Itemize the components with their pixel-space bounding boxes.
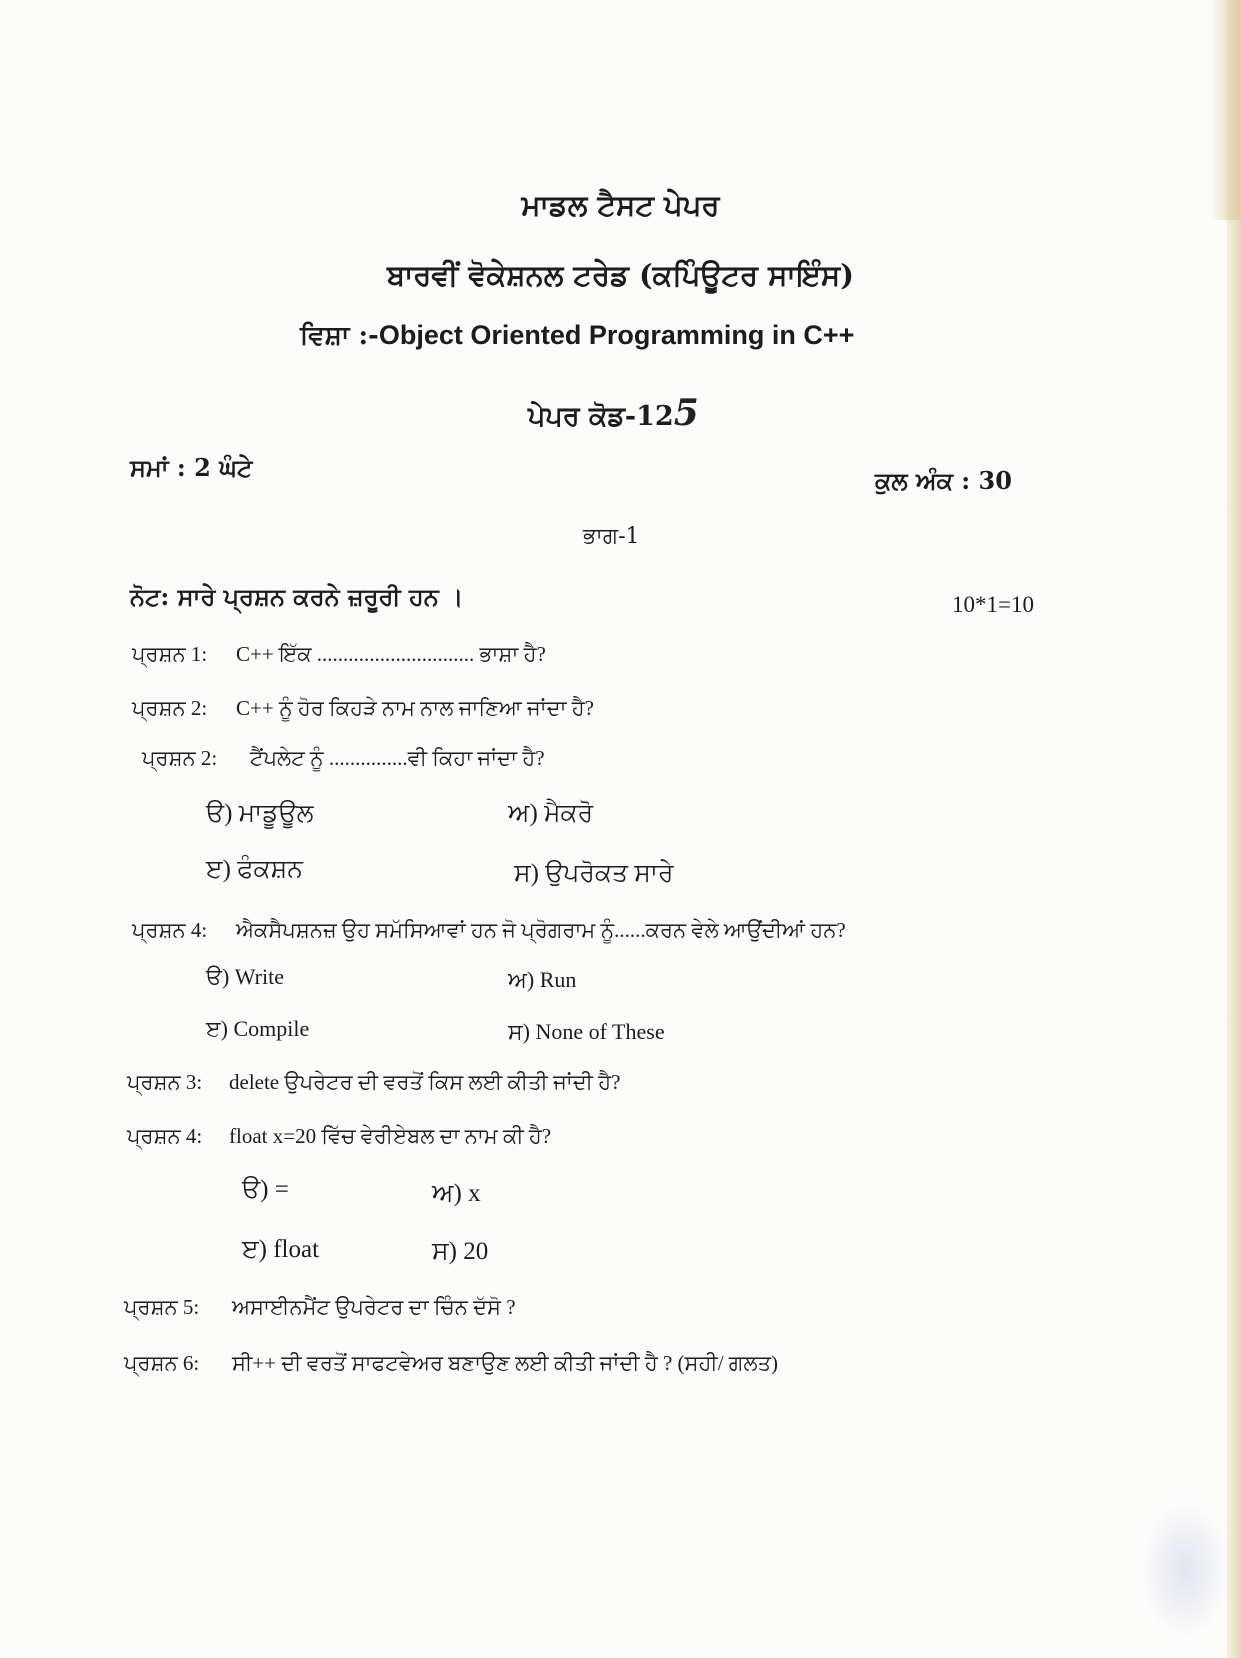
option-b: ਅ) Run bbox=[508, 967, 577, 992]
option-b: ਅ) x bbox=[432, 1180, 481, 1207]
question-label: ਪ੍ਰਸ਼ਨ 6: bbox=[124, 1351, 200, 1375]
part-heading: ਭਾਗ-1 bbox=[583, 524, 640, 549]
question-item bbox=[142, 746, 545, 771]
question-item bbox=[132, 696, 594, 721]
subject-line bbox=[300, 320, 854, 352]
paper-code-handwritten: 5 bbox=[673, 392, 699, 434]
question-item bbox=[132, 642, 546, 667]
option-a: ੳ) ਮਾਡੂਊਲ bbox=[206, 800, 314, 827]
question-label: ਪ੍ਰਸ਼ਨ 1: bbox=[132, 642, 208, 666]
question-label: ਪ੍ਰਸ਼ਨ 2: bbox=[142, 746, 218, 770]
question-item bbox=[127, 1124, 551, 1149]
question-label: ਪ੍ਰਸ਼ਨ 5: bbox=[124, 1295, 200, 1319]
paper-code-label: ਪੇਪਰ ਕੋਡ-12 bbox=[528, 401, 674, 432]
question-label: ਪ੍ਰਸ਼ਨ 4: bbox=[132, 918, 208, 942]
smudge-mark bbox=[1140, 1500, 1230, 1640]
paper-code bbox=[528, 392, 699, 434]
question-label: ਪ੍ਰਸ਼ਨ 2: bbox=[132, 696, 208, 720]
paper-title: ਮਾਡਲ ਟੈਸਟ ਪੇਪਰ bbox=[521, 188, 720, 222]
total-marks: ਕੁਲ ਅੰਕ : 30 bbox=[875, 466, 1012, 495]
time-allowed: ਸਮਾਂ : 2 ਘੰਟੇ bbox=[130, 453, 253, 482]
question-text: ਅਸਾਈਨਮੈਂਟ ਉਪਰੇਟਰ ਦਾ ਚਿੰਨ ਦੱਸੋ ? bbox=[232, 1295, 516, 1319]
paper-edge bbox=[1227, 0, 1241, 1658]
class-line: ਬਾਰਵੀਂ ਵੋਕੇਸ਼ਨਲ ਟਰੇਡ (ਕਪਿੰਊਟਰ ਸਾਇੰਸ) bbox=[387, 258, 854, 292]
question-text: ਸੀ++ ਦੀ ਵਰਤੋਂ ਸਾਫਟਵੇਅਰ ਬਣਾਉਣ ਲਈ ਕੀਤੀ ਜਾਂਦੀ ਹੈ ? (ਸਹੀ/ ਗਲਤ) bbox=[232, 1351, 779, 1375]
option-b: ਅ) ਮੈਕਰੋ bbox=[508, 800, 594, 827]
question-item bbox=[124, 1351, 778, 1376]
question-item bbox=[132, 918, 846, 943]
question-label: ਪ੍ਰਸ਼ਨ 4: bbox=[127, 1124, 203, 1148]
option-d: ਸ) ਉਪਰੋਕਤ ਸਾਰੇ bbox=[514, 860, 674, 887]
question-text: C++ ਇੱਕ .............................. ਭਾਸ਼ਾ ਹੈ? bbox=[236, 642, 546, 666]
question-text: float x=20 ਵਿੱਚ ਵੇਰੀਏਬਲ ਦਾ ਨਾਮ ਕੀ ਹੈ? bbox=[229, 1124, 552, 1148]
subject-name: Object Oriented Programming in C++ bbox=[378, 320, 855, 350]
question-text: ਟੈਂਪਲੇਟ ਨੂੰ ...............ਵੀ ਕਿਹਾ ਜਾਂਦਾ ਹੈ? bbox=[250, 746, 545, 770]
paper-edge-stain bbox=[1211, 0, 1241, 220]
question-text: C++ ਨੂੰ ਹੋਰ ਕਿਹੜੇ ਨਾਮ ਨਾਲ ਜਾਣਿਆ ਜਾਂਦਾ ਹੈ? bbox=[236, 696, 595, 720]
option-a: ੳ) = bbox=[242, 1176, 289, 1203]
question-item bbox=[127, 1070, 620, 1095]
option-c: ੲ) ਫੰਕਸ਼ਨ bbox=[206, 856, 303, 883]
option-a: ੳ) Write bbox=[206, 964, 284, 989]
option-d: ਸ) 20 bbox=[432, 1238, 489, 1265]
option-d: ਸ) None of These bbox=[508, 1019, 665, 1044]
question-text: delete ਉਪਰੇਟਰ ਦੀ ਵਰਤੋਂ ਕਿਸ ਲਈ ਕੀਤੀ ਜਾਂਦੀ ਹੈ? bbox=[229, 1070, 621, 1094]
subject-label: ਵਿਸ਼ਾ :- bbox=[300, 321, 379, 351]
instructions-note: ਨੋਟ: ਸਾਰੇ ਪ੍ਰਸ਼ਨ ਕਰਨੇ ਜ਼ਰੂਰੀ ਹਨ । bbox=[130, 582, 464, 611]
option-c: ੲ) float bbox=[242, 1236, 320, 1263]
option-c: ੲ) Compile bbox=[206, 1016, 310, 1041]
question-item bbox=[124, 1295, 516, 1320]
marks-scheme: 10*1=10 bbox=[952, 592, 1034, 617]
question-label: ਪ੍ਰਸ਼ਨ 3: bbox=[127, 1070, 203, 1094]
question-text: ਐਕਸੈਪਸ਼ਨਜ਼ ਉਹ ਸਮੱਸਿਆਵਾਂ ਹਨ ਜੋ ਪ੍ਰੋਗਰਾਮ ਨੂੰ......ਕਰਨ ਵੇਲੇ ਆਉਂਦੀਆਂ ਹਨ? bbox=[236, 918, 846, 942]
